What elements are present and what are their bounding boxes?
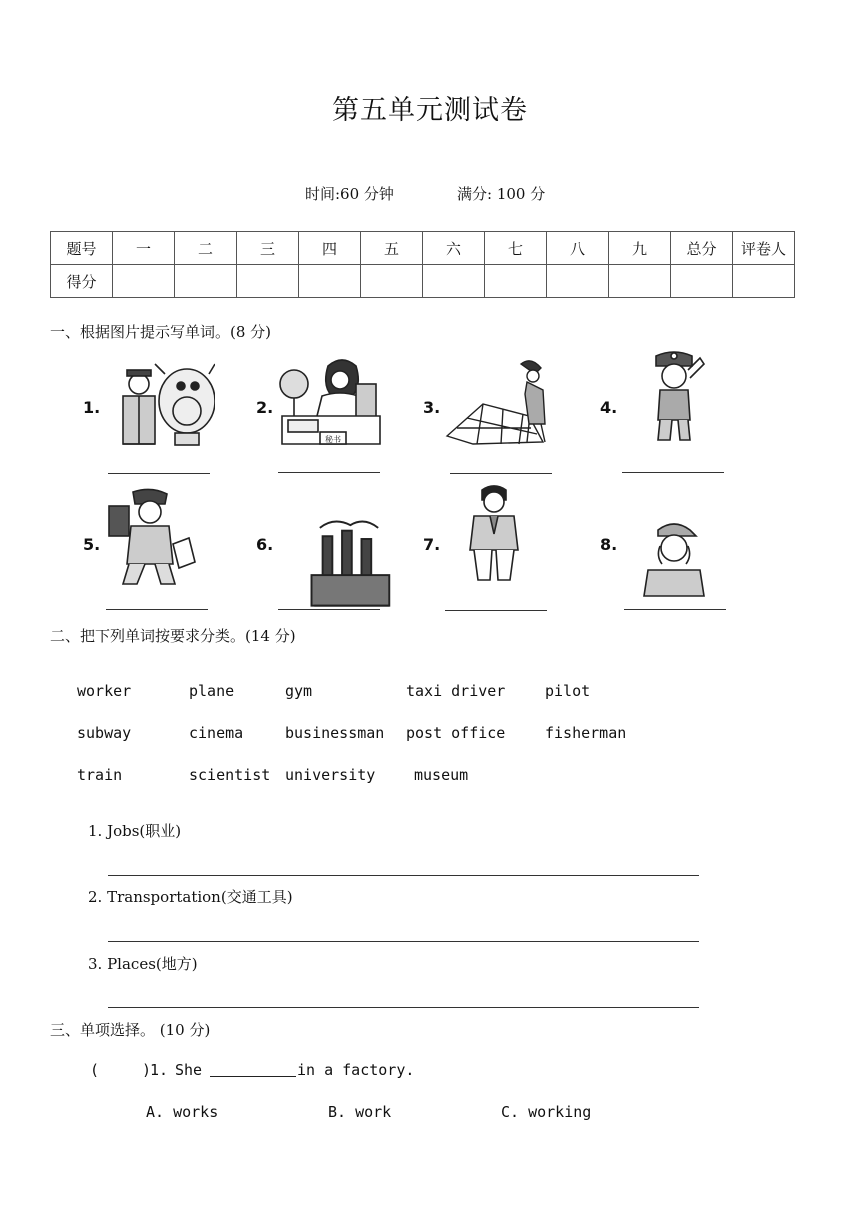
score-input-cell[interactable]: [423, 265, 485, 298]
worker-woman-icon: [620, 510, 730, 610]
answer-line[interactable]: [622, 472, 724, 473]
pilot-and-plane-icon: [105, 356, 215, 456]
policewoman-saluting-icon: [620, 348, 730, 448]
score-input-cell[interactable]: [175, 265, 237, 298]
category-places: 3. Places(地方): [88, 955, 198, 973]
word-item: university: [285, 766, 376, 784]
word-item: museum: [414, 766, 469, 784]
answer-line[interactable]: [445, 610, 547, 611]
score-input-cell[interactable]: [609, 265, 671, 298]
score-input-cell[interactable]: [547, 265, 609, 298]
item-number: 6.: [256, 535, 274, 554]
word-item: businessman: [285, 724, 385, 742]
score-cell: 八: [547, 232, 609, 265]
option-c[interactable]: C. working: [501, 1103, 592, 1121]
word-item: worker: [77, 682, 132, 700]
page-title: 第五单元测试卷: [332, 95, 528, 126]
question-text-post: in a factory.: [297, 1061, 415, 1079]
answer-line[interactable]: [278, 609, 380, 610]
item-number: 2.: [256, 398, 274, 417]
postman-icon: [103, 486, 213, 586]
question-text-pre: She: [175, 1061, 203, 1079]
category-answer-line[interactable]: [108, 1007, 699, 1008]
score-cell: 二: [175, 232, 237, 265]
answer-line[interactable]: [108, 473, 210, 474]
option-a[interactable]: A. works: [146, 1103, 219, 1121]
answer-line[interactable]: [278, 472, 380, 473]
word-item: pilot: [545, 682, 591, 700]
score-input-cell[interactable]: [299, 265, 361, 298]
word-item: subway: [77, 724, 132, 742]
category-jobs: 1. Jobs(职业): [88, 822, 182, 840]
fisherman-with-net-icon: [443, 354, 553, 454]
score-cell: 七: [485, 232, 547, 265]
score-cell: 五: [361, 232, 423, 265]
score-cell: 评卷人: [733, 232, 795, 265]
word-item: scientist: [189, 766, 271, 784]
score-input-cell[interactable]: [361, 265, 423, 298]
score-table-score-row: [51, 265, 795, 298]
secretary-sign: 秘书: [325, 435, 341, 444]
score-input-cell[interactable]: [733, 265, 795, 298]
word-item: plane: [189, 682, 235, 700]
question-number: 1.: [150, 1061, 169, 1079]
score-input-cell[interactable]: [485, 265, 547, 298]
section1-heading: 一、根据图片提示写单词。(8 分): [50, 323, 272, 341]
score-cell: 六: [423, 232, 485, 265]
item-number: 3.: [423, 398, 441, 417]
time-limit: 时间:60 分钟: [305, 185, 394, 203]
section2-heading: 二、把下列单词按要求分类。(14 分): [50, 627, 296, 645]
score-cell: 三: [237, 232, 299, 265]
answer-line[interactable]: [624, 609, 726, 610]
score-cell: 题号: [51, 232, 113, 265]
answer-paren-open: (: [90, 1061, 100, 1079]
category-answer-line[interactable]: [108, 941, 699, 942]
word-item: post office: [406, 724, 506, 742]
full-score: 满分: 100 分: [457, 185, 546, 203]
word-item: train: [77, 766, 123, 784]
secretary-at-desk-icon: [276, 354, 386, 454]
score-cell: 九: [609, 232, 671, 265]
score-cell: 一: [113, 232, 175, 265]
option-b[interactable]: B. work: [328, 1103, 392, 1121]
score-row-label: 得分: [51, 265, 113, 298]
score-cell: 四: [299, 232, 361, 265]
answer-paren-blank[interactable]: [100, 1059, 140, 1079]
word-item: cinema: [189, 724, 244, 742]
score-input-cell[interactable]: [671, 265, 733, 298]
score-input-cell[interactable]: [113, 265, 175, 298]
category-transportation: 2. Transportation(交通工具): [88, 888, 293, 906]
score-input-cell[interactable]: [237, 265, 299, 298]
man-standing-icon: [444, 484, 554, 584]
question-blank[interactable]: [210, 1062, 296, 1081]
score-table-header-row: [51, 232, 795, 265]
score-table: [50, 231, 795, 298]
word-item: taxi driver: [406, 682, 506, 700]
item-number: 7.: [423, 535, 441, 554]
item-number: 4.: [600, 398, 618, 417]
item-number: 1.: [83, 398, 101, 417]
section3-heading: 三、单项选择。 (10 分): [50, 1021, 211, 1039]
word-item: fisherman: [545, 724, 627, 742]
item-number: 5.: [83, 535, 101, 554]
answer-line[interactable]: [106, 609, 208, 610]
factory-icon: [294, 514, 404, 614]
answer-paren-close: ): [142, 1061, 152, 1079]
word-item: gym: [285, 682, 313, 700]
answer-line[interactable]: [450, 473, 552, 474]
category-answer-line[interactable]: [108, 875, 699, 876]
score-cell: 总分: [671, 232, 733, 265]
item-number: 8.: [600, 535, 618, 554]
